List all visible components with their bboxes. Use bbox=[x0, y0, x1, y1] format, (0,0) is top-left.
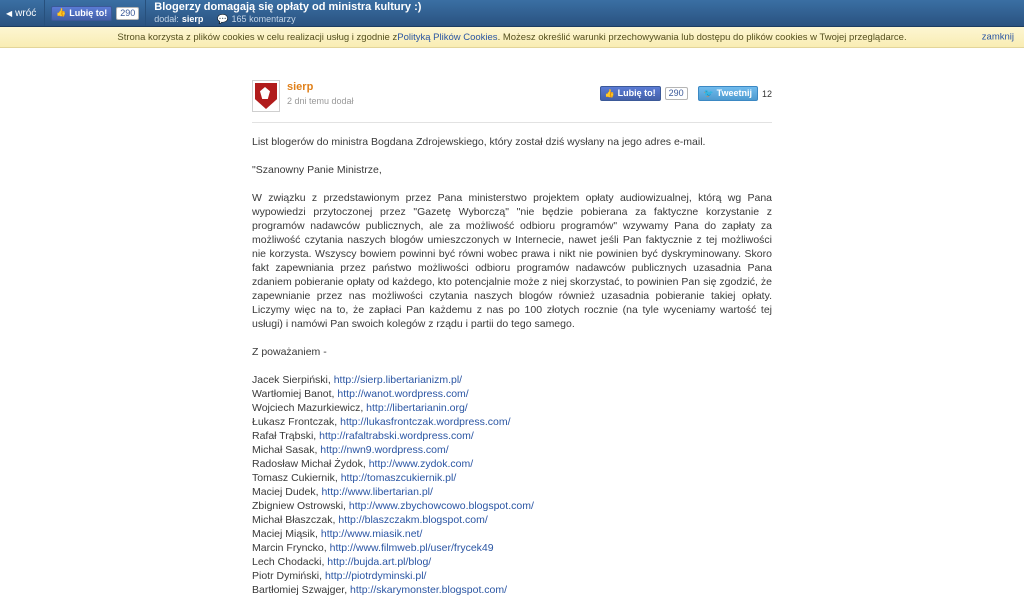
back-button-label: wróć bbox=[15, 7, 37, 19]
signer-url[interactable]: http://piotrdyminski.pl/ bbox=[324, 570, 427, 582]
signer-name: Wartłomiej Banot, bbox=[252, 388, 338, 400]
list-item bbox=[252, 513, 772, 527]
post-facebook-like-button[interactable] bbox=[600, 86, 661, 101]
cookie-text-before: Strona korzysta z plików cookies w celu realizacji usług i zgodnie z bbox=[117, 31, 398, 43]
signer-url[interactable]: http://tomaszcukiernik.pl/ bbox=[340, 472, 457, 484]
signer-url[interactable]: http://skarymonster.blogspot.com/ bbox=[350, 584, 508, 596]
share-buttons bbox=[600, 86, 772, 101]
post-facebook-like-count: 290 bbox=[665, 87, 688, 100]
post-paragraph: "Szanowny Panie Ministrze, bbox=[252, 164, 382, 176]
post-author-block bbox=[287, 80, 354, 107]
list-item bbox=[252, 387, 772, 401]
twitter-share-widget[interactable] bbox=[698, 86, 772, 101]
list-item bbox=[252, 401, 772, 415]
list-item bbox=[252, 499, 772, 513]
signer-url[interactable]: http://blaszczakm.blogspot.com/ bbox=[338, 514, 488, 526]
article-page bbox=[0, 48, 1024, 597]
signer-name: Łukasz Frontczak, bbox=[252, 416, 341, 428]
list-item bbox=[252, 429, 772, 443]
twitter-share-count: 12 bbox=[761, 88, 772, 99]
thumbs-up-icon: 👍 bbox=[604, 88, 615, 98]
signer-url[interactable]: http://wanot.wordpress.com/ bbox=[337, 388, 469, 400]
article-title[interactable]: Blogerzy domagają się opłaty od ministra kultury :) bbox=[154, 1, 422, 13]
signatory-list bbox=[252, 373, 772, 597]
signer-name: Tomasz Cukiernik, bbox=[252, 472, 341, 484]
post-paragraph: Z poważaniem - bbox=[252, 346, 327, 358]
signer-url[interactable]: http://sierp.libertarianizm.pl/ bbox=[333, 374, 463, 386]
post-date: 2 dni temu dodał bbox=[287, 96, 354, 106]
topbar-facebook-like-widget[interactable] bbox=[45, 0, 146, 26]
signer-name: Wojciech Mazurkiewicz, bbox=[252, 402, 367, 414]
twitter-bird-icon: 🐦 bbox=[703, 88, 714, 98]
post-paragraph: List blogerów do ministra Bogdana Zdrojewskiego, który został dziś wysłany na jego adres e-mail. bbox=[252, 136, 706, 148]
list-item bbox=[252, 457, 772, 471]
signer-name: Michał Sasak, bbox=[252, 444, 321, 456]
twitter-share-button[interactable] bbox=[698, 86, 758, 101]
list-item bbox=[252, 527, 772, 541]
signer-url[interactable]: http://libertarianin.org/ bbox=[366, 402, 468, 414]
signer-name: Lech Chodacki, bbox=[252, 556, 328, 568]
left-arrow-icon: ◀ bbox=[6, 8, 13, 18]
signer-url[interactable]: http://www.zydok.com/ bbox=[368, 458, 474, 470]
back-button[interactable] bbox=[0, 0, 45, 26]
signer-url[interactable]: http://nwn9.wordpress.com/ bbox=[320, 444, 449, 456]
top-navigation-bar bbox=[0, 0, 1024, 27]
signer-url[interactable]: http://www.libertarian.pl/ bbox=[321, 486, 433, 498]
comments-count-link[interactable]: 165 komentarzy bbox=[231, 14, 296, 24]
cookie-policy-link[interactable]: Polityką Plików Cookies bbox=[397, 31, 498, 43]
added-by-label: dodał: bbox=[154, 14, 179, 24]
cookie-close-link[interactable]: zamknij bbox=[981, 31, 1014, 43]
article-author-link[interactable]: sierp bbox=[181, 14, 204, 24]
post-facebook-like-label: Lubię to! bbox=[617, 88, 656, 98]
post-header bbox=[252, 80, 772, 114]
topbar-article-info bbox=[146, 0, 1024, 26]
thumbs-up-icon: 👍 bbox=[56, 8, 67, 17]
post-facebook-like-widget[interactable] bbox=[600, 86, 688, 101]
signer-name: Maciej Miąsik, bbox=[252, 528, 321, 540]
signer-name: Marcin Fryncko, bbox=[252, 542, 330, 554]
list-item bbox=[252, 583, 772, 597]
cookie-consent-bar bbox=[0, 27, 1024, 48]
signer-name: Maciej Dudek, bbox=[252, 486, 322, 498]
list-item bbox=[252, 485, 772, 499]
signer-name: Jacek Sierpiński, bbox=[252, 374, 334, 386]
article-meta bbox=[154, 14, 1024, 25]
signer-url[interactable]: http://lukasfrontczak.wordpress.com/ bbox=[340, 416, 511, 428]
signer-url[interactable]: http://www.miasik.net/ bbox=[320, 528, 423, 540]
cookie-text-after: . Możesz określić warunki przechowywania lub dostępu do plików cookies w Twojej przeglądarce. bbox=[497, 31, 907, 43]
list-item bbox=[252, 373, 772, 387]
signer-name: Bartłomiej Szwajger, bbox=[252, 584, 351, 596]
post-body bbox=[252, 123, 772, 597]
signer-url[interactable]: http://www.filmweb.pl/user/frycek49 bbox=[329, 542, 494, 554]
signer-name: Radosław Michał Żydok, bbox=[252, 458, 369, 470]
facebook-like-count: 290 bbox=[116, 7, 139, 20]
article-container bbox=[252, 80, 772, 597]
list-item bbox=[252, 569, 772, 583]
facebook-like-button[interactable] bbox=[51, 6, 112, 21]
list-item bbox=[252, 415, 772, 429]
signer-url[interactable]: http://rafaltrabski.wordpress.com/ bbox=[319, 430, 474, 442]
signer-name: Michał Błaszczak, bbox=[252, 514, 339, 526]
signer-name: Zbigniew Ostrowski, bbox=[252, 500, 349, 512]
signer-url[interactable]: http://bujda.art.pl/blog/ bbox=[327, 556, 432, 568]
list-item bbox=[252, 555, 772, 569]
comment-bubble-icon: 💬 bbox=[217, 14, 229, 24]
list-item bbox=[252, 471, 772, 485]
post-author-link[interactable]: sierp bbox=[287, 81, 314, 93]
twitter-share-label: Tweetnij bbox=[716, 88, 752, 98]
post-paragraph: W związku z przedstawionym przez Pana ministerstwo projektem opłaty audiowizualnej, którą wg Pana wypowiedzi przytoczonej przez "Gazetę Wyborczą" "nie będzie pobierana za faktyczne korzystanie z programów nadawców publicznych, ale za możliwość odbioru programów" wzywamy Pana do zapłaty za możliwość czytania naszych blogów umieszczonych w Internecie, nawet jeśli Pan faktycznie z tej możliwości nie korzysta. Wszyscy bowiem powinni być równi wobec prawa i nikt nie powinien być dyskryminowany. Skoro fakt zapewniania przez państwo możliwości odbioru programów nadawców publicznych uzasadnia Pana zdaniem pobieranie opłaty od każdego, kto potencjalnie może z niej skorzystać, to powinien Pan się zgodzić, że zapewnianie przez nas możliwości czytania naszych blogów również uzasadnia pobieranie takiej opłaty. Liczymy więc na to, że zapłaci Pan każdemu z nas po 100 złotych rocznie (na tyle wyceniamy wartość tej usługi) i namówi Pan swoich kolegów z rządu i partii do tego samego. bbox=[252, 192, 772, 330]
list-item bbox=[252, 541, 772, 555]
list-item bbox=[252, 443, 772, 457]
facebook-like-label: Lubię to! bbox=[69, 7, 108, 18]
avatar bbox=[252, 80, 280, 112]
signer-name: Rafał Trąbski, bbox=[252, 430, 320, 442]
signer-name: Piotr Dymiński, bbox=[252, 570, 325, 582]
signer-url[interactable]: http://www.zbychowcowo.blogspot.com/ bbox=[348, 500, 534, 512]
